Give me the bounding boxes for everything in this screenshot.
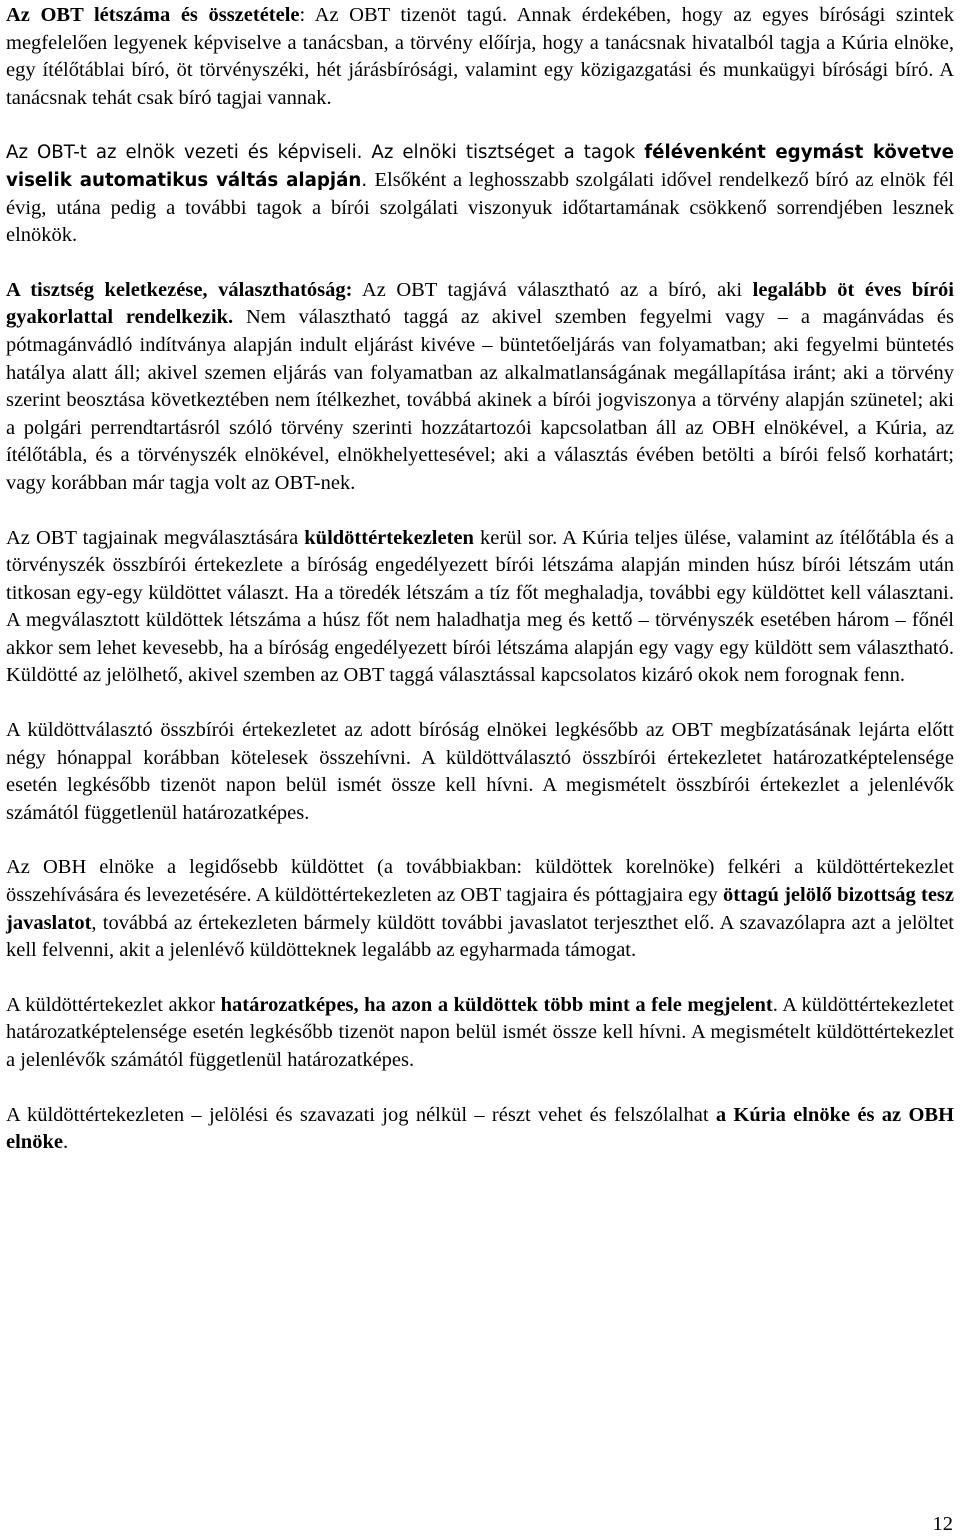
document-page xyxy=(6,0,954,1157)
participants-bold: a Kúria elnöke és az OBH elnöke xyxy=(6,1103,955,1154)
participants-text-intro: A küldöttértekezleten – jelölési és szavazati jog nélkül – részt vehet és felszólalhat xyxy=(6,1103,716,1126)
paragraph-chair xyxy=(6,139,954,249)
participants-text-end: . xyxy=(62,1131,69,1154)
chair-text-intro: Az OBT-t az elnök vezeti és képviseli. Az elnöki tisztséget a tagok xyxy=(6,142,645,164)
nomination-committee-bold: öttagú jelölő bizottság tesz javaslatot xyxy=(6,884,954,934)
quorum-text-intro: A küldöttértekezlet akkor xyxy=(6,993,221,1016)
paragraph-quorum xyxy=(6,992,954,1075)
paragraph-eligibility xyxy=(6,277,954,498)
eligibility-text-exclusions: Nem választható taggá az akivel szemben fegyelmi vagy – a magánvádas és pótmagánvádló indítványa alapján indult eljárást kivéve – büntetőeljárás van folyamatban; aki fegyelmi büntetés hatálya alatt áll; akivel szemen eljárás van folyamatban az alkalmatlanságának megállapítása iránt; aki a törvény szerint beosztása következtében nem ítélkezhet, továbbá akinek a bírói jogviszonya a törvény alapján szünetel; aki a polgári perrendtartásról szóló törvény szerinti hozzátartozói kapcsolatban áll az OBH elnökével, a Kúria, az ítélőtábla, és a törvényszék elnökével, elnökhelyettesével; aki a választás évében betölti a bírói felső korhatárt; vagy korábban már tagja volt az OBT-nek. xyxy=(6,306,954,494)
quorum-text-rest: . A küldöttértekezletet határozatképtelensége esetén legkésőbb tizenöt napon belül ismét össze kell hívni. A megismételt küldöttértekezlet a jelenlévők számától függetlenül határozatképes. xyxy=(6,993,954,1071)
eligibility-experience-bold: legalább öt éves bírói gyakorlattal rendelkezik. xyxy=(6,278,954,329)
chair-text-punct: . xyxy=(361,169,375,191)
chair-text-order: Elsőként a leghosszabb szolgálati idővel rendelkező bíró az elnök fél évig, utána pedig a további tagok a bírói szolgálati viszonyuk időtartamának csökkenő sorrendjében lesznek elnökök. xyxy=(6,168,954,247)
heading-composition: Az OBT létszáma és összetétele xyxy=(6,4,300,26)
nomination-text-rest: , továbbá az értekezleten bármely küldött további javaslatot terjeszthet elő. A szavazólapra azt a jelöltet kell felvenni, akit a jelenlévő küldötteknek legalább az egyharmada támogat. xyxy=(6,911,954,962)
paragraph-delegate-meeting xyxy=(6,525,954,691)
paragraph-election-meeting xyxy=(6,717,954,827)
page-number: 12 xyxy=(932,1513,953,1535)
paragraph-nomination xyxy=(6,854,954,964)
delegate-text-rules: kerül sor. A Kúria teljes ülése, valamint az ítélőtábla és a törvényszék összbírói értekezlete a bíróság engedélyezett bírói létszáma alapján minden húsz bírói létszám után titkosan egy-egy küldöttet választ. Ha a töredék létszám a tíz főt meghaladja, további egy küldöttet kell választani. A megválasztott küldöttek létszáma a húsz főt nem haladhatja meg és kettő – törvényszék esetében három – főnél akkor sem lehet kevesebb, ha a bíróság engedélyezett bírói létszáma alapján egy vagy egy küldött sem választható. Küldötté az jelölhető, akivel szemben az OBT taggá választással kapcsolatos kizáró okok nem forognak fenn. xyxy=(6,526,954,687)
eligibility-heading-bold: A tisztség keletkezése, választhatóság: xyxy=(6,278,353,301)
delegate-meeting-bold: küldöttértekezleten xyxy=(304,526,474,549)
eligibility-text-intro: Az OBT tagjává választható az a bíró, aki xyxy=(352,278,753,301)
nomination-text-intro: Az OBH elnöke a legidősebb küldöttet (a továbbiakban: küldöttek korelnöke) felkéri a küldöttértekezlet összehívására és levezetésére. A küldöttértekezleten az OBT tagjaira és póttagjaira egy xyxy=(6,856,954,907)
composition-text: : Az OBT tizenöt tagú. Annak érdekében, hogy az egyes bírósági szintek megfelelően legyenek képviselve a tanácsban, a törvény előírja, hogy a tanácsnak hivatalból tagja a Kúria elnöke, egy ítélőtáblai bíró, öt törvényszéki, hét járásbírósági, valamint egy közigazgatási és munkaügyi bírósági bíró. A tanácsnak tehát csak bíró tagjai vannak. xyxy=(6,4,954,109)
election-meeting-text: A küldöttválasztó összbírói értekezletet az adott bíróság elnökei legkésőbb az OBT megbízatásának lejárta előtt négy hónappal korábban kötelesek összehívni. A küldöttválasztó összbírói értekezletet határozatképtelensége esetén legkésőbb tizenöt napon belül ismét össze kell hívni. A megismételt összbírói értekezlet a jelenlévők számától függetlenül határozatképes. xyxy=(6,719,954,824)
chair-rotation-bold: félévenként egymást követve viselik automatikus váltás alapján xyxy=(6,142,954,191)
delegate-text-intro: Az OBT tagjainak megválasztására xyxy=(6,526,305,549)
paragraph-participants xyxy=(6,1102,954,1157)
paragraph-composition xyxy=(6,2,954,112)
quorum-bold: határozatképes, ha azon a küldöttek több mint a fele megjelent xyxy=(220,993,773,1016)
